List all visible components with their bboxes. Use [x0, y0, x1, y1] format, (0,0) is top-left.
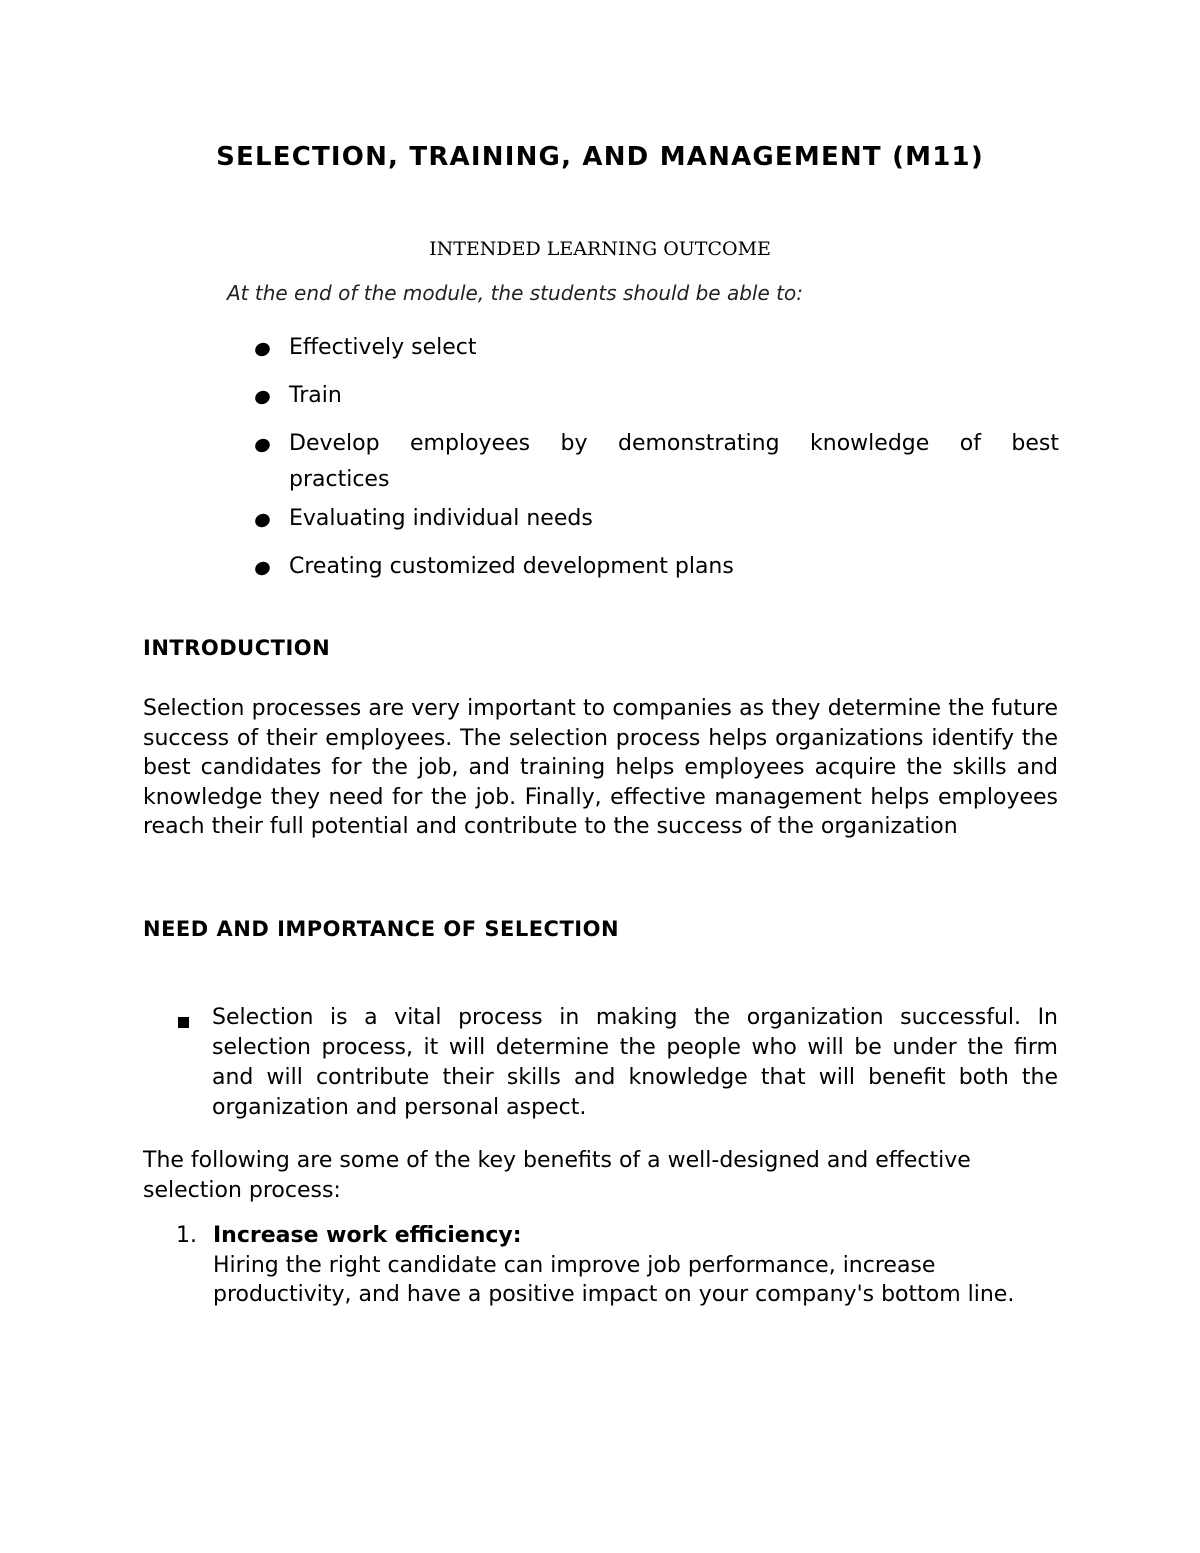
- bullet-dot-icon: [253, 436, 272, 454]
- ilo-item-text: practices: [289, 467, 390, 492]
- bullet-dot-icon: [253, 511, 272, 529]
- ilo-intro: At the end of the module, the students should be able to:: [227, 281, 803, 305]
- benefit-heading: Increase work efficiency:: [213, 1223, 522, 1248]
- ilo-item-text: Creating customized development plans: [289, 554, 734, 579]
- bullet-dot-icon: [253, 388, 272, 406]
- document-title: SELECTION, TRAINING, AND MANAGEMENT (M11): [216, 142, 984, 172]
- introduction-paragraph: Selection processes are very important to companies as they determine the future success of their employees. The selection process helps organizations identify the best candidates for the job, and training helps employees acquire the skills and knowledge they need for the job. Finally, effective management helps employees reach their full potential and contribute to the success of the organization: [143, 696, 1058, 840]
- ilo-heading: INTENDED LEARNING OUTCOME: [429, 238, 771, 260]
- benefits-lead: The following are some of the key benefits of a well-designed and effective selection process:: [143, 1148, 971, 1203]
- benefit-body: [213, 1221, 1033, 1310]
- ilo-item-text: Develop employees by demonstrating knowledge of best: [289, 431, 1059, 456]
- benefit-number: 1.: [176, 1223, 197, 1248]
- ilo-item-text: Train: [289, 383, 342, 408]
- introduction-heading: INTRODUCTION: [143, 636, 331, 660]
- ilo-item-text: Effectively select: [289, 335, 477, 360]
- need-bullet-text: Selection is a vital process in making the organization successful. In selection process, it will determine the people who will be under the firm and will contribute their skills and knowledge that will benefit both the organization and personal aspect.: [212, 1005, 1058, 1120]
- square-bullet-icon: [178, 1017, 189, 1028]
- need-heading: NEED AND IMPORTANCE OF SELECTION: [143, 917, 620, 941]
- bullet-dot-icon: [253, 340, 272, 358]
- bullet-dot-icon: [253, 559, 272, 577]
- ilo-item-text: Evaluating individual needs: [289, 506, 593, 531]
- benefit-text: Hiring the right candidate can improve job performance, increase productivity, and have a positive impact on your company's bottom line.: [213, 1252, 1015, 1307]
